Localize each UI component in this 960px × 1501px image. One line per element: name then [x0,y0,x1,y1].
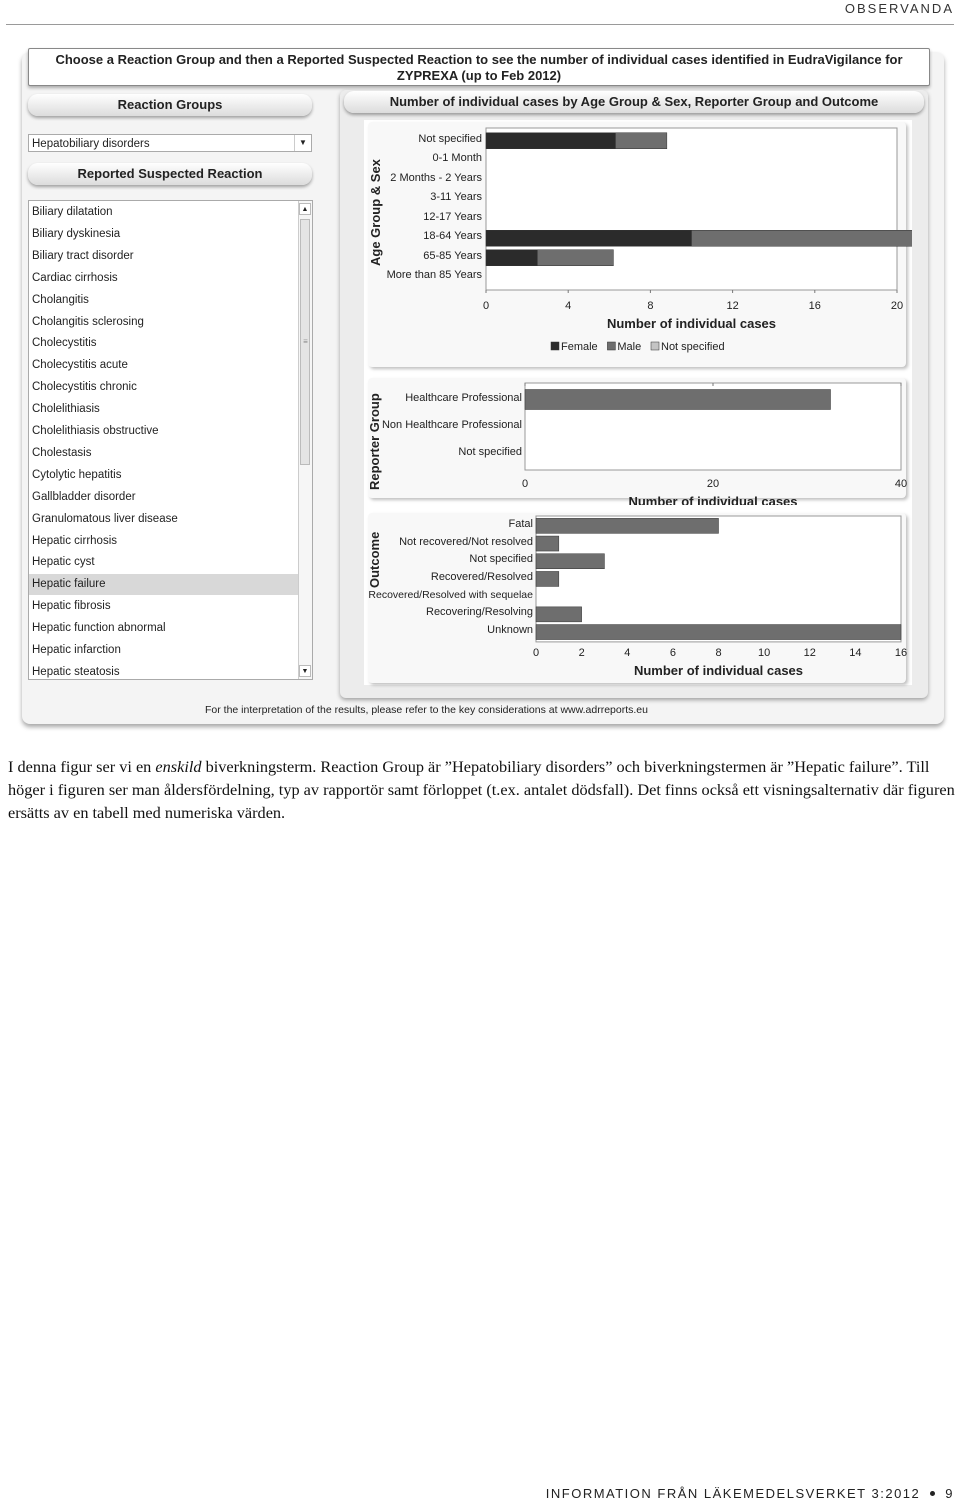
x-tick-label: 4 [624,646,631,659]
x-tick-label: 16 [808,300,821,312]
category-label: Unknown [487,624,533,637]
category-label: 18-64 Years [423,230,482,243]
legend-swatch [607,342,615,350]
x-tick-label: 20 [890,300,904,312]
x-tick-label: 40 [894,478,908,490]
bar [536,554,604,569]
x-tick-label: 0 [521,478,529,490]
legend-swatch [551,342,559,350]
list-item[interactable]: Cholelithiasis [32,403,100,416]
x-axis-title: Number of individual cases [633,662,804,678]
category-label: Recovered/Resolved with sequelae [368,588,533,601]
app-title: Choose a Reaction Group and then a Reported Suspected Reaction to see the number of individual cases identified in EudraVigilance for ZYPREXA (up to Feb 2012) [28,48,930,86]
page-number: 9 [945,1486,954,1501]
bar [536,571,559,586]
list-item[interactable]: Cholangitis [32,293,89,306]
bar-male [692,230,913,246]
category-label: More than 85 Years [386,269,482,282]
category-label: 2 Months - 2 Years [390,171,482,184]
chart-panel-heading: Number of individual cases by Age Group & Sex, Reporter Group and Outcome [344,91,924,113]
category-label: Recovering/Resolving [426,606,533,619]
figure-caption [8,755,956,824]
x-tick-label: 8 [715,646,722,659]
x-tick-label: 14 [849,646,862,659]
x-tick-label: 16 [894,646,908,659]
list-item[interactable]: Biliary tract disorder [32,249,134,262]
chevron-down-icon[interactable]: ▼ [294,135,311,151]
category-label: Not specified [418,132,482,145]
category-label: Non Healthcare Professional [381,418,522,431]
bar [525,390,831,410]
list-item[interactable]: Cholelithiasis obstructive [32,425,159,437]
list-item[interactable]: Biliary dyskinesia [32,227,121,240]
list-item[interactable]: Cholecystitis chronic [32,381,137,394]
category-label: 0-1 Month [432,152,482,165]
list-item[interactable]: Hepatic fibrosis [32,600,111,613]
bar-male [615,133,666,149]
list-item[interactable]: Hepatic failure [29,574,299,595]
page-footer [546,1486,954,1501]
list-item[interactable]: Hepatic steatosis [32,665,120,678]
legend-swatch [651,342,659,350]
reaction-group-select[interactable] [28,134,312,152]
header-rule [6,24,954,25]
outcome-axis-title: Outcome [367,531,382,588]
list-item[interactable]: Hepatic function abnormal [32,622,166,635]
age-sex-chart [364,120,912,370]
x-tick-label: 8 [647,300,654,312]
footnote: For the interpretation of the results, please refer to the key considerations at www.adrreports.eu [205,704,648,716]
legend-label: Not specified [661,341,725,353]
category-label: 3-11 Years [430,191,482,204]
category-label: Not recovered/Not resolved [399,535,533,548]
bar [536,625,901,640]
bar-female [486,250,537,266]
legend-label: Male [617,341,642,353]
list-item[interactable]: Cholecystitis acute [32,359,128,372]
list-item[interactable]: Cytolytic hepatitis [32,468,122,481]
list-item[interactable]: Gallbladder disorder [32,490,136,503]
bar-female [486,230,692,246]
scroll-up-icon[interactable]: ▲ [299,203,311,215]
reporter-chart [364,375,912,505]
reaction-group-value: Hepatobiliary disorders [32,138,150,150]
bar [536,518,719,533]
x-tick-label: 6 [669,646,676,659]
x-tick-label: 10 [758,646,771,659]
chart-area [364,120,912,685]
scrollbar[interactable] [298,201,312,679]
bar-female [486,133,615,149]
footer-text: INFORMATION FRÅN LÄKEMEDELSVERKET 3:2012 [545,1486,921,1501]
outcome-chart [364,510,912,685]
list-item[interactable]: Cardiac cirrhosis [32,271,118,284]
x-tick-label: 12 [803,646,816,659]
caption-part2: biverkningsterm. Reaction Group är ”Hepatobiliary disorders” och biverkningstermen är ”Hepatic failure”. Till höger i figuren ser man åldersfördelning, typ av rapportör samt förloppet (t.ex. antalet dödsfall). Det finns också ett visningsalternativ där figuren ersätts av en tabell med numeriska värden. [8,757,955,822]
bullet-icon [930,1491,935,1496]
list-item[interactable]: Hepatic cirrhosis [32,534,117,547]
x-tick-label: 20 [706,478,720,490]
category-label: Not specified [469,553,533,566]
caption-emphasis: enskild [155,757,202,776]
list-item[interactable]: Cholecystitis [32,337,97,350]
x-axis-title: Number of individual cases [628,494,798,505]
age-sex-axis-title: Age Group & Sex [368,159,383,266]
list-item[interactable]: Cholestasis [32,446,92,459]
category-label: Not specified [458,445,522,458]
scroll-thumb[interactable] [300,219,310,465]
bar [536,536,559,551]
section-title: OBSERVANDA [844,1,954,16]
category-label: Healthcare Professional [405,391,522,404]
category-label: 12-17 Years [423,210,482,223]
list-item[interactable]: Hepatic cyst [32,556,95,569]
bar [536,607,582,622]
x-tick-label: 0 [482,300,490,312]
bar-male [537,250,613,266]
reporter-axis-title: Reporter Group [367,393,382,490]
page-header [0,0,960,20]
scroll-down-icon[interactable]: ▼ [299,665,311,677]
category-label: 65-85 Years [423,249,482,262]
x-tick-label: 4 [565,300,572,312]
caption-part1: I denna figur ser vi en [8,757,156,776]
reaction-list[interactable] [28,200,313,680]
legend-label: Female [561,341,598,353]
reported-suspected-reaction-heading: Reported Suspected Reaction [28,163,312,185]
reaction-groups-heading: Reaction Groups [28,94,312,116]
grip-icon: ≡ [303,337,308,346]
category-label: Fatal [508,517,533,530]
x-tick-label: 12 [726,300,739,312]
x-tick-label: 2 [578,646,585,659]
x-axis-title: Number of individual cases [606,316,777,331]
list-item[interactable]: Granulomatous liver disease [32,512,178,525]
category-label: Recovered/Resolved [430,570,533,583]
x-tick-label: 0 [532,646,540,659]
plot-area [536,516,901,642]
list-item[interactable]: Biliary dilatation [32,206,113,218]
list-item[interactable]: Cholangitis sclerosing [32,315,144,328]
list-item[interactable]: Hepatic infarction [32,644,121,656]
